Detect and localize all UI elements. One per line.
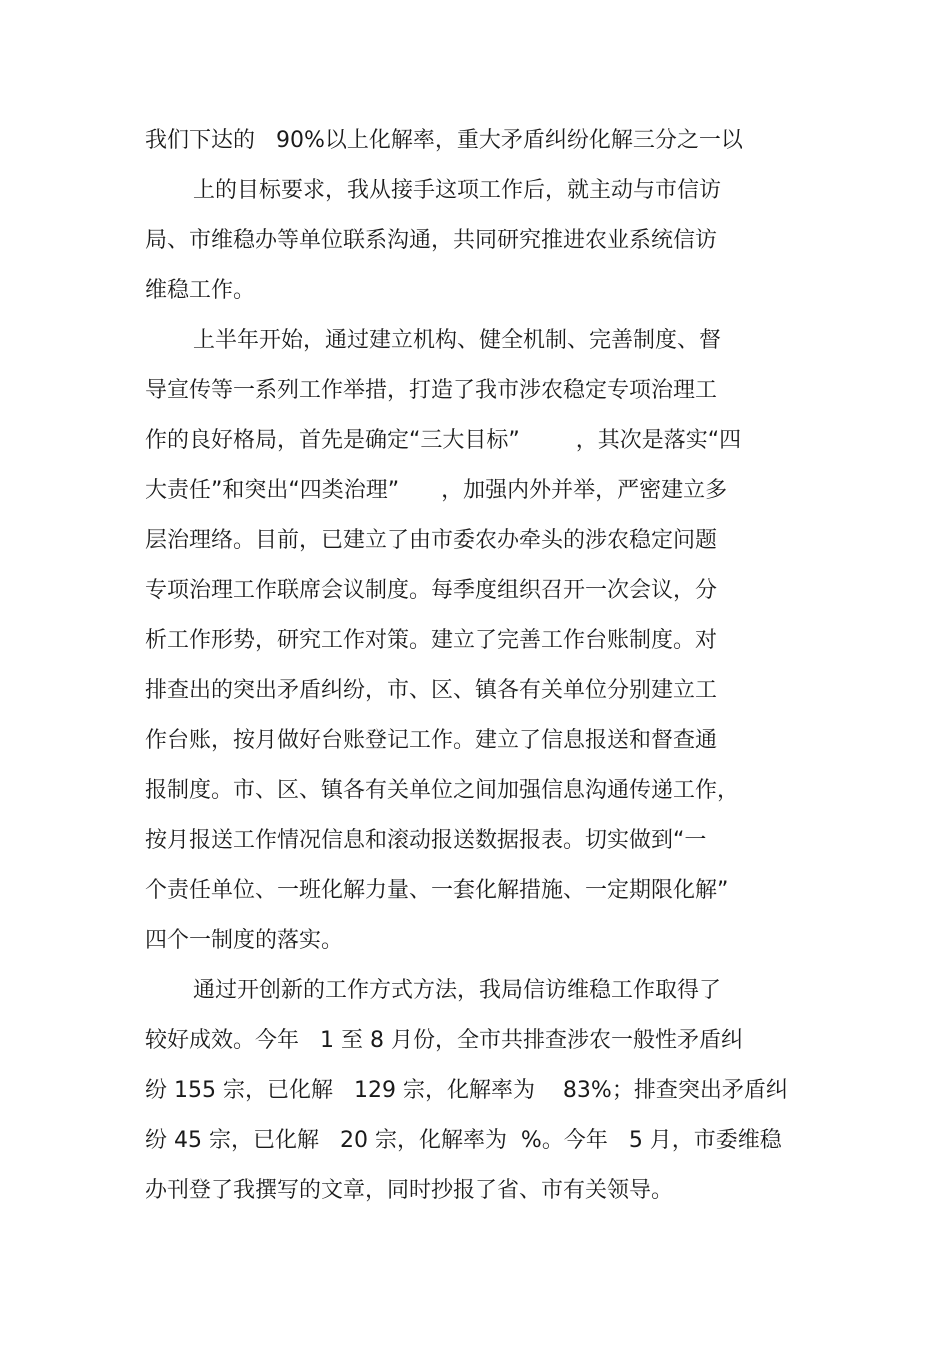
text-line-22: 办刊登了我撰写的文章，同时抄报了省、市有关领导。 (145, 1178, 674, 1203)
text-line-15: 按月报送工作情况信息和滚动报送数据报表。切实做到“一 (145, 828, 707, 853)
text-line-18: 通过开创新的工作方式方法，我局信访维稳工作取得了 (193, 978, 722, 1003)
text-line-12: 排查出的突出矛盾纠纷，市、区、镇各有关单位分别建立工 (145, 678, 718, 703)
text-line-7: 作的良好格局，首先是确定“三大目标” ，其次是落实“四 (145, 428, 742, 453)
text-line-1: 我们下达的 90%以上化解率，重大矛盾纠纷化解三分之一以 (145, 128, 743, 153)
text-line-17: 四个一制度的落实。 (145, 928, 344, 953)
text-line-6: 导宣传等一系列工作举措，打造了我市涉农稳定专项治理工 (145, 378, 718, 403)
text-line-20: 纷 155 宗，已化解 129 宗，化解率为 83%；排查突出矛盾纠 (145, 1078, 788, 1103)
text-line-9: 层治理络。目前，已建立了由市委农办牵头的涉农稳定问题 (145, 528, 718, 553)
text-line-10: 专项治理工作联席会议制度。每季度组织召开一次会议，分 (145, 578, 718, 603)
text-line-19: 较好成效。今年 1 至 8 月份，全市共排查涉农一般性矛盾纠 (145, 1028, 743, 1053)
text-line-8: 大责任”和突出“四类治理” ，加强内外并举，严密建立多 (145, 478, 728, 503)
text-line-11: 析工作形势，研究工作对策。建立了完善工作台账制度。对 (145, 628, 718, 653)
text-line-5: 上半年开始，通过建立机构、健全机制、完善制度、督 (193, 328, 722, 353)
text-line-2: 上的目标要求，我从接手这项工作后，就主动与市信访 (193, 178, 722, 203)
text-line-14: 报制度。市、区、镇各有关单位之间加强信息沟通传递工作， (145, 778, 740, 803)
text-line-13: 作台账，按月做好台账登记工作。建立了信息报送和督查通 (145, 728, 718, 753)
text-line-4: 维稳工作。 (145, 278, 256, 303)
text-line-21: 纷 45 宗，已化解 20 宗，化解率为 %。今年 5 月，市委维稳 (145, 1128, 782, 1153)
text-line-3: 局、市维稳办等单位联系沟通，共同研究推进农业系统信访 (145, 228, 718, 253)
text-line-16: 个责任单位、一班化解力量、一套化解措施、一定期限化解” (145, 878, 729, 903)
